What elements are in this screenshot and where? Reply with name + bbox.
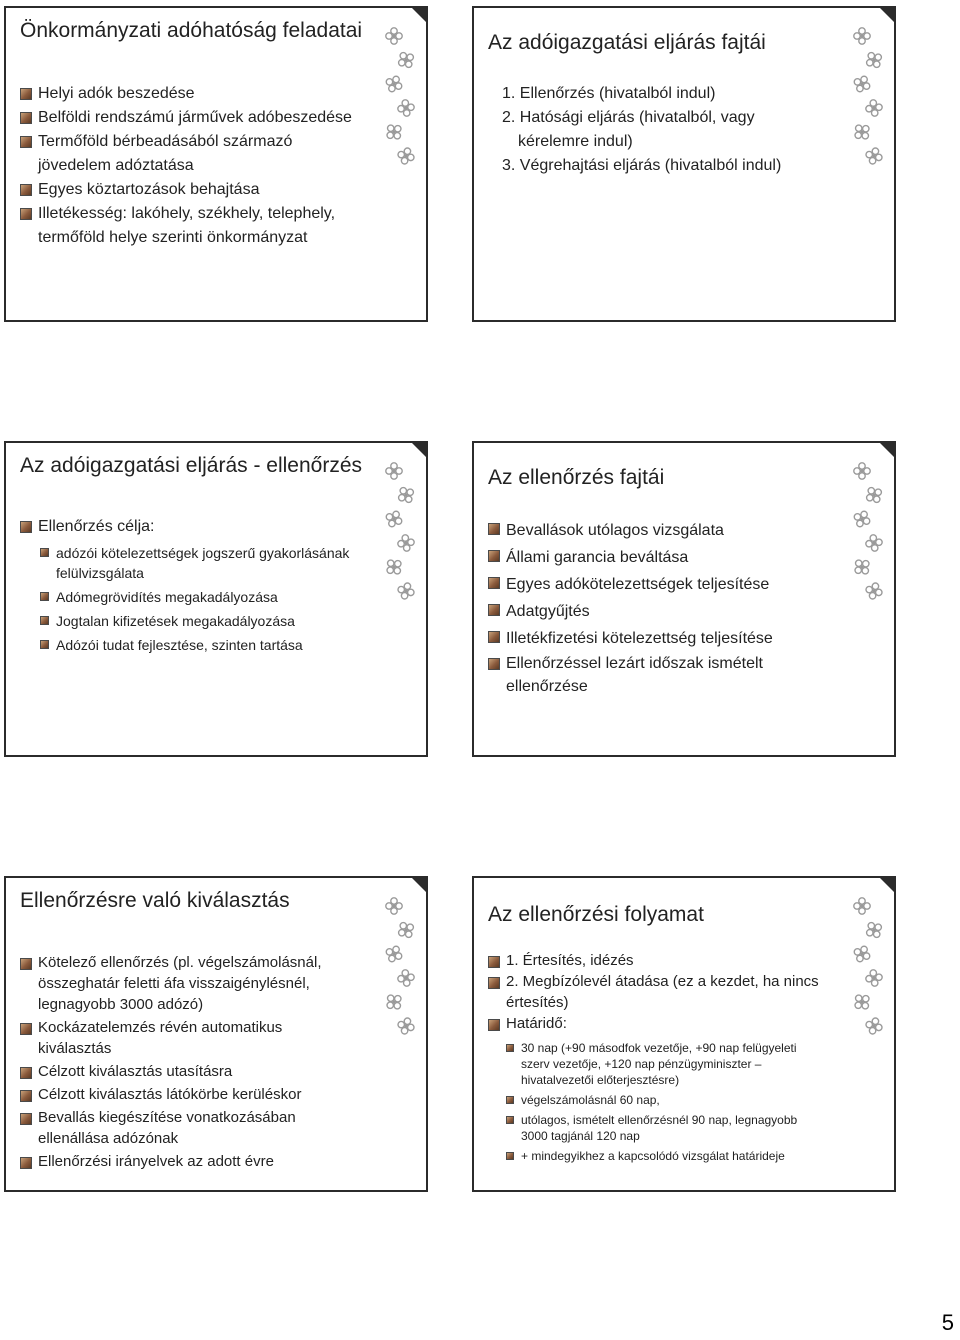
list-item: Adatgyűjtés [488,598,828,625]
square-bullet-icon [488,631,500,643]
list-item: Határidő: [488,1013,824,1034]
list-item: Célzott kiválasztás utasításra [20,1061,356,1082]
square-bullet-icon [40,640,49,649]
list-item: 3. Végrehajtási eljárás (hivatalból indul) [502,157,782,174]
list-item: Belföldi rendszámú járművek adóbeszedése [20,106,360,130]
bullet-list [20,952,356,1172]
bullet-list [20,82,360,250]
bullet-list [20,515,360,655]
square-bullet-icon [488,977,500,989]
square-bullet-icon [20,112,32,124]
list-item: Célzott kiválasztás látókörbe kerüléskor [20,1084,356,1105]
slide-4 [472,441,896,757]
ornament-strip-icon [850,24,886,174]
square-bullet-icon [488,956,500,968]
square-bullet-icon [20,1023,32,1035]
list-item: Kötelező ellenőrzés (pl. végelszámolásnál, összeghatár feletti áfa visszaigénylésnél, legnagyobb 3000 adózó) [20,952,356,1015]
page-number: 5 [941,1310,954,1335]
list-item: Illetékfizetési kötelezettség teljesítése [488,625,828,652]
square-bullet-icon [488,577,500,589]
ornament-strip-icon [850,894,886,1044]
ornament-strip-icon [382,894,418,1044]
square-bullet-icon [506,1044,514,1052]
list-item: Bevallások utólagos vizsgálata [488,517,828,544]
square-bullet-icon [488,550,500,562]
list-item: 1. Értesítés, idézés [488,950,824,971]
list-item: Kockázatelemzés révén automatikus kiválasztás [20,1017,356,1059]
square-bullet-icon [20,136,32,148]
sub-list-item: + mindegyikhez a kapcsolódó vizsgálat határideje [488,1148,824,1164]
sub-list-item: utólagos, ismételt ellenőrzésnél 90 nap, legnagyobb 3000 tagjánál 120 nap [488,1112,824,1144]
list-item: Egyes köztartozások behajtása [20,178,360,202]
square-bullet-icon [20,958,32,970]
slide-title: Az ellenőrzési folyamat [488,903,704,926]
square-bullet-icon [20,184,32,196]
ornament-strip-icon [382,24,418,174]
square-bullet-icon [40,548,49,557]
sub-list-item: adózói kötelezettségek jogszerű gyakorlásának felülvizsgálata [20,543,360,583]
slide-title: Ellenőrzésre való kiválasztás [20,889,290,912]
sub-list-item: Adómegrövidítés megakadályozása [20,587,360,607]
list-item: 1. Ellenőrzés (hivatalból indul) [502,85,716,102]
square-bullet-icon [506,1116,514,1124]
square-bullet-icon [488,1019,500,1031]
square-bullet-icon [40,616,49,625]
square-bullet-icon [506,1096,514,1104]
slide-6 [472,876,896,1192]
square-bullet-icon [20,88,32,100]
ornament-strip-icon [382,459,418,609]
list-item: Termőföld bérbeadásából származó jövedelem adóztatása [20,130,360,178]
slide-3 [4,441,428,757]
slide-title: Az ellenőrzés fajtái [488,466,665,489]
square-bullet-icon [488,658,500,670]
square-bullet-icon [20,1090,32,1102]
list-item: Helyi adók beszedése [20,82,360,106]
slide-1 [4,6,428,322]
square-bullet-icon [506,1152,514,1160]
bullet-list [488,517,828,698]
square-bullet-icon [20,521,32,533]
square-bullet-icon [20,208,32,220]
slide-5 [4,876,428,1192]
slide-2 [472,6,896,322]
square-bullet-icon [488,523,500,535]
sub-list-item: Jogtalan kifizetések megakadályozása [20,611,360,631]
list-item: Bevallás kiegészítése vonatkozásában ellenállása adózónak [20,1107,356,1149]
bullet-list [488,950,824,1168]
square-bullet-icon [20,1157,32,1169]
list-item: Állami garancia beváltása [488,544,828,571]
sub-list-item: Adózói tudat fejlesztése, szinten tartása [20,635,360,655]
list-item: 2. Megbízólevél átadása (ez a kezdet, ha nincs értesítés) [488,971,824,1013]
square-bullet-icon [20,1113,32,1125]
slide-title: Önkormányzati adóhatóság feladatai [20,19,363,42]
sub-list-item: 30 nap (+90 másodfok vezetője, +90 nap felügyeleti szerv vezetője, +120 nap pénzügyminiszter – hivatalvezetői előterjesztésre) [488,1040,824,1088]
list-item: Illetékesség: lakóhely, székhely, telephely, termőföld helye szerinti önkormányzat [20,202,360,250]
list-item: Ellenőrzés célja: [20,515,360,539]
square-bullet-icon [40,592,49,601]
numbered-list [488,82,828,178]
slide-title: Az adóigazgatási eljárás fajtái [488,31,766,54]
list-item: Egyes adókötelezettségek teljesítése [488,571,828,598]
square-bullet-icon [488,604,500,616]
ornament-strip-icon [850,459,886,609]
square-bullet-icon [20,1067,32,1079]
list-item: Ellenőrzési irányelvek az adott évre [20,1151,356,1172]
sub-list-item: végelszámolásnál 60 nap, [488,1092,824,1108]
list-item: 2. Hatósági eljárás (hivatalból, vagy kérelemre indul) [502,109,755,150]
list-item: Ellenőrzéssel lezárt időszak ismételt ellenőrzése [488,652,828,698]
slide-title: Az adóigazgatási eljárás - ellenőrzés [20,454,363,477]
